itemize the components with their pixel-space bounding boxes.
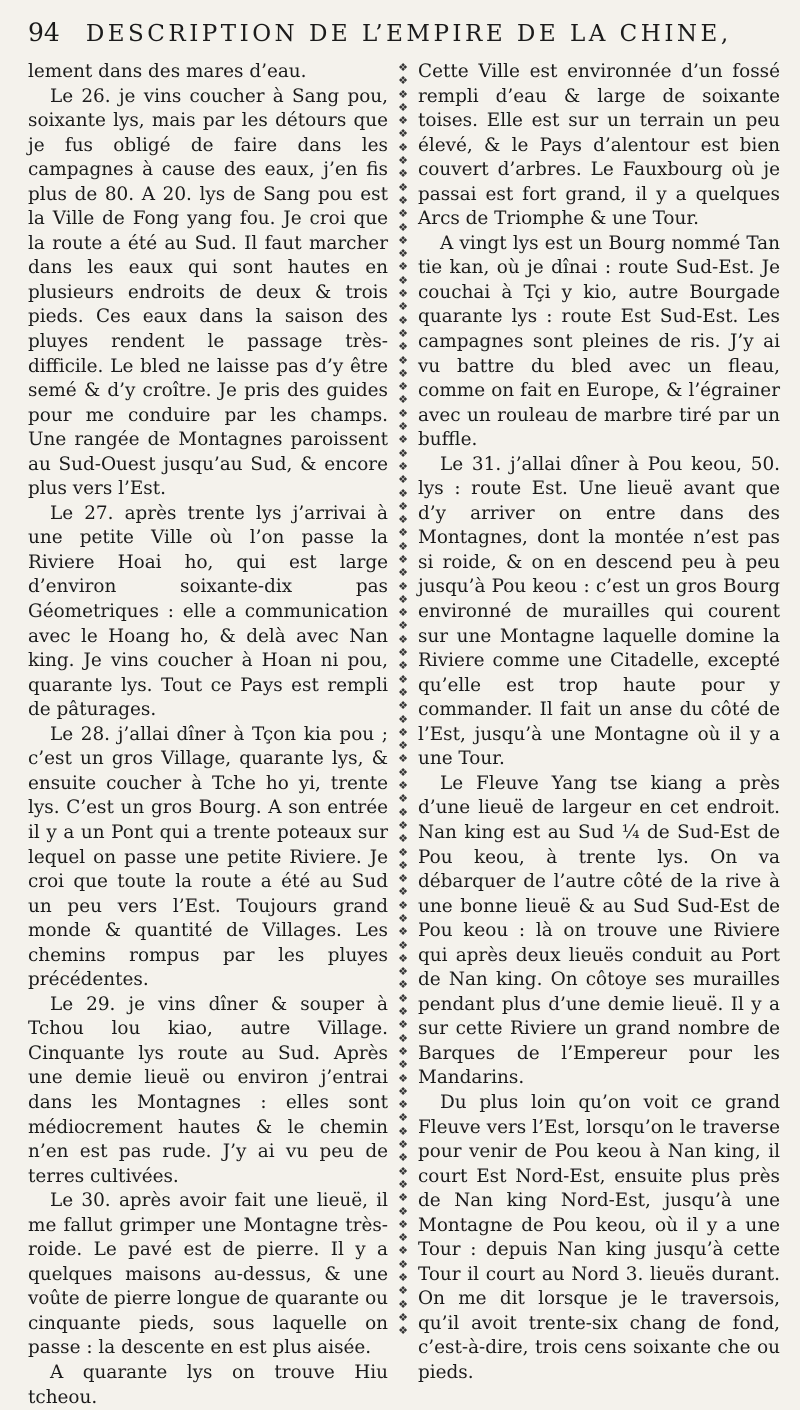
ornament-glyph: ❖	[398, 207, 408, 221]
ornament-glyph: ❖	[398, 592, 408, 606]
ornament-glyph: ❖	[398, 539, 408, 553]
paragraph: A vingt lys est un Bourg nommé Tan tie kan, où je dînai : route Sud-Est. Je couchai à Tçi y kio, autre Bourgade quarante lys : route Est Sud-Est. Les campagnes sont pleines de ris. J’y ai vu battre du bled avec un fleau, comme on fait en Europe, & l’égrainer avec un rouleau de marbre tiré par un buffle.	[418, 232, 780, 451]
ornament-glyph: ❖	[398, 752, 408, 766]
ornament-glyph: ❖	[398, 1084, 408, 1098]
ornament-glyph: ❖	[398, 366, 408, 380]
ornament-glyph: ❖	[398, 513, 408, 527]
ornament-glyph: ❖	[398, 1058, 408, 1072]
ornament-glyph: ❖	[398, 1297, 408, 1311]
ornament-glyph: ❖	[398, 1124, 408, 1138]
ornament-glyph: ❖	[398, 1310, 408, 1324]
ornament-glyph: ❖	[398, 619, 408, 633]
ornament-glyph: ❖	[398, 446, 408, 460]
ornament-glyph: ❖	[398, 1018, 408, 1032]
ornament-glyph: ❖	[398, 779, 408, 793]
ornament-glyph: ❖	[398, 1164, 408, 1178]
ornament-glyph: ❖	[398, 1071, 408, 1085]
paragraph: Le Fleuve Yang tse kiang a près d’une lieuë de largeur en cet endroit. Nan king est au Sud ¼ de Sud-Est de Pou keou, à trente lys. On va débarquer de l’autre côté de la rive à une bonne lieuë & au Sud Sud-Est de Pou keou : là on trouve une Riviere qui après deux lieuës conduit au Port de Nan king. On côtoye ses murailles pendant plus d’une demie lieuë. Il y a sur cette Riviere un grand nombre de Barques de l’Empereur pour les Mandarins.	[418, 772, 780, 1089]
ornament-glyph: ❖	[398, 579, 408, 593]
ornament-glyph: ❖	[398, 659, 408, 673]
ornament-glyph: ❖	[398, 433, 408, 447]
ornament-glyph: ❖	[398, 287, 408, 301]
ornament-glyph: ❖	[398, 632, 408, 646]
ornament-glyph: ❖	[398, 845, 408, 859]
ornament-glyph: ❖	[398, 885, 408, 899]
ornament-glyph: ❖	[398, 220, 408, 234]
paragraph: Du plus loin qu’on voit ce grand Fleuve vers l’Est, lorsqu’on le traverse pour venir de Pou keou à Nan king, il court Est Nord-Est, ensuite plus près de Nan king Nord-Est, jusqu’à une Montagne de Pou keou, où il y a une Tour : depuis Nan king jusqu’à cette Tour il court au Nord 3. lieuës durant. On me dit lorsque je le traversois, qu’il avoit trente-six chang de fond, c’est-à-dire, trois cens soixante che ou pieds.	[418, 1091, 780, 1383]
ornament-glyph: ❖	[398, 1177, 408, 1191]
ornament-glyph: ❖	[398, 340, 408, 354]
column-divider-ornament	[388, 62, 418, 1337]
ornament-glyph: ❖	[398, 1044, 408, 1058]
ornament-glyph: ❖	[398, 1204, 408, 1218]
paragraph: Le 27. après trente lys j’arrivai à une petite Ville où l’on passe la Riviere Hoai ho, qui est large d’environ soixante-dix pas Géometriques : elle a communication avec le Hoang ho, & delà avec Nan king. Je vins coucher à Hoan ni pou, quarante lys. Tout ce Pays est rempli de pâturages.	[28, 502, 388, 721]
ornament-glyph: ❖	[398, 420, 408, 434]
ornament-glyph: ❖	[398, 1257, 408, 1271]
ornament-glyph: ❖	[398, 858, 408, 872]
ornament-glyph: ❖	[398, 765, 408, 779]
ornament-glyph: ❖	[398, 499, 408, 513]
ornament-glyph: ❖	[398, 74, 408, 88]
ornament-glyph: ❖	[398, 699, 408, 713]
ornament-glyph: ❖	[398, 739, 408, 753]
ornament-glyph: ❖	[398, 326, 408, 340]
ornament-glyph: ❖	[398, 818, 408, 832]
ornament-glyph: ❖	[398, 1324, 408, 1338]
right-column	[418, 60, 780, 1383]
ornament-glyph: ❖	[398, 380, 408, 394]
ornament-glyph: ❖	[398, 646, 408, 660]
ornament-glyph: ❖	[398, 193, 408, 207]
paragraph: Cette Ville est environnée d’un fossé rempli d’eau & large de soixante toises. Elle est sur un terrain un peu élevé, & le Pays d’alentour est bien couvert d’arbres. Le Fauxbourg où je passai est fort grand, il y a quelques Arcs de Triomphe & une Tour.	[418, 61, 780, 230]
ornament-glyph: ❖	[398, 805, 408, 819]
ornament-glyph: ❖	[398, 606, 408, 620]
ornament-glyph: ❖	[398, 566, 408, 580]
ornament-glyph: ❖	[398, 912, 408, 925]
ornament-glyph: ❖	[398, 712, 408, 726]
ornament-glyph: ❖	[398, 938, 408, 952]
ornament-glyph: ❖	[398, 100, 408, 114]
paragraph: Le 30. après avoir fait une lieuë, il me fallut grimper une Montagne très-roide. Le pavé est de pierre. Il y a quelques maisons au-dessus, & une voûte de pierre longue de quarante ou cinquante pieds, sous laquelle on passe : la descente en est plus aisée.	[28, 1190, 388, 1359]
ornament-glyph: ❖	[398, 725, 408, 739]
ornament-glyph: ❖	[398, 167, 408, 181]
ornament-glyph: ❖	[398, 140, 408, 154]
ornament-glyph: ❖	[398, 233, 408, 247]
page-number: 94	[28, 18, 60, 47]
ornament-glyph: ❖	[398, 1098, 408, 1112]
ornament-glyph: ❖	[398, 685, 408, 699]
ornament-glyph: ❖	[398, 260, 408, 274]
ornament-glyph: ❖	[398, 313, 408, 327]
ornament-glyph: ❖	[398, 1217, 408, 1231]
ornament-glyph: ❖	[398, 872, 408, 886]
ornament-glyph: ❖	[398, 87, 408, 101]
ornament-glyph: ❖	[398, 925, 408, 939]
ornament-glyph: ❖	[398, 1111, 408, 1125]
ornament-glyph: ❖	[398, 1231, 408, 1245]
ornament-glyph: ❖	[398, 114, 408, 128]
ornament-glyph: ❖	[398, 965, 408, 979]
ornament-glyph: ❖	[398, 127, 408, 141]
ornament-glyph: ❖	[398, 247, 408, 261]
ornament-glyph: ❖	[398, 154, 408, 168]
ornament-glyph: ❖	[398, 273, 408, 287]
ornament-glyph: ❖	[398, 1005, 408, 1019]
ornament-glyph: ❖	[398, 991, 408, 1005]
ornament-glyph: ❖	[398, 1271, 408, 1285]
ornament-glyph: ❖	[398, 393, 408, 407]
ornament-glyph: ❖	[398, 832, 408, 846]
page-header	[28, 18, 782, 58]
ornament-glyph: ❖	[398, 353, 408, 367]
ornament-glyph: ❖	[398, 898, 408, 912]
paragraph: A quarante lys on trouve Hiu tcheou.	[28, 1361, 388, 1408]
running-title: DESCRIPTION DE L’EMPIRE DE LA CHINE,	[85, 21, 732, 47]
ornament-glyph: ❖	[398, 1191, 408, 1205]
paragraph: Le 29. je vins dîner & souper à Tchou lou kiao, autre Village. Cinquante lys route au Sud. Après une demie lieuë ou environ j’entrai dans les Montagnes : elles sont médiocrement hautes & le chemin n’en est pas rude. J’y ai vu peu de terres cultivées.	[28, 993, 388, 1187]
ornament-glyph: ❖	[398, 1151, 408, 1165]
ornament-glyph: ❖	[398, 1138, 408, 1152]
ornament-glyph: ❖	[398, 473, 408, 487]
ornament-glyph: ❖	[398, 951, 408, 965]
ornament-glyph: ❖	[398, 406, 408, 420]
ornament-glyph: ❖	[398, 672, 408, 686]
ornament-glyph: ❖	[398, 180, 408, 194]
left-column	[28, 60, 388, 1408]
ornament-glyph: ❖	[398, 792, 408, 806]
ornament-glyph: ❖	[398, 486, 408, 500]
ornament-glyph: ❖	[398, 1284, 408, 1298]
ornament-glyph: ❖	[398, 526, 408, 540]
ornament-glyph: ❖	[398, 300, 408, 314]
ornament-glyph: ❖	[398, 978, 408, 992]
ornament-glyph: ❖	[398, 552, 408, 566]
ornament-glyph: ❖	[398, 1031, 408, 1045]
paragraph: Le 31. j’allai dîner à Pou keou, 50. lys : route Est. Une lieuë avant que d’y arriver on entre dans des Montagnes, dont la montée n’est pas si roide, & on en descend peu à peu jusqu’à Pou keou : c’est un gros Bourg environné de murailles qui courent sur une Montagne laquelle domine la Riviere comme une Citadelle, excepté qu’elle est trop haute pour y commander. Il fait un anse du côté de l’Est, jusqu’à une Montagne où il y a une Tour.	[418, 453, 780, 770]
paragraph: lement dans des mares d’eau.	[28, 61, 307, 82]
paragraph: Le 26. je vins coucher à Sang pou, soixante lys, mais par les détours que je fus obligé de faire dans les campagnes à cause des eaux, j’en fis plus de 80. A 20. lys de Sang pou est la Ville de Fong yang fou. Je croi que la route a été au Sud. Il faut marcher dans les eaux qui sont hautes en plusieurs endroits de deux & trois pieds. Ces eaux dans la saison des pluyes rendent le passage très-difficile. Le bled ne laisse pas d’y être semé & d’y croître. Je pris des guides pour me conduire par les champs. Une rangée de Montagnes paroissent au Sud-Ouest jusqu’au Sud, & encore plus vers l’Est.	[28, 85, 388, 500]
paragraph: Le 28. j’allai dîner à Tçon kia pou ; c’est un gros Village, quarante lys, & ensuite coucher à Tche ho yi, trente lys. C’est un gros Bourg. A son entrée il y a un Pont qui a trente poteaux sur lequel on passe une petite Riviere. Je croi que toute la route a été au Sud un peu vers l’Est. Toujours grand monde & quantité de Villages. Les chemins rompus par les pluyes précédentes.	[28, 723, 388, 991]
ornament-glyph: ❖	[398, 459, 408, 473]
ornament-glyph: ❖	[398, 1244, 408, 1258]
ornament-glyph: ❖	[398, 61, 408, 74]
